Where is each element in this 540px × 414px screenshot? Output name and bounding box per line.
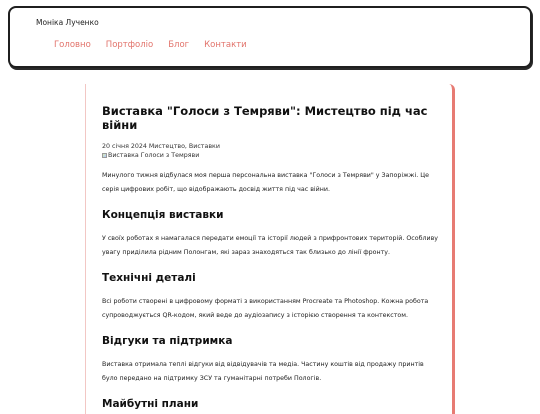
nav-link-blog[interactable]: Блог bbox=[168, 40, 190, 50]
broken-image-icon bbox=[102, 153, 107, 158]
section-title-concept: Концепція виставки bbox=[102, 209, 224, 221]
section-title-feedback: Відгуки та підтримка bbox=[102, 335, 233, 347]
article-meta: 20 січня 2024 Мистецтво, Виставки bbox=[102, 143, 220, 150]
section-text-feedback: Виставка отримала теплі відгуки від відвідувачів та медіа. Частину коштів від продажу принтів було передано на підтримку ЗСУ та гуманітарні потреби Пологів. bbox=[102, 361, 424, 382]
nav-link-portfolio[interactable]: Портфоліо bbox=[105, 40, 154, 50]
site-name[interactable]: Моніка Лученко bbox=[36, 18, 99, 27]
nav-link-home[interactable]: Головно bbox=[54, 40, 91, 50]
section-title-technical: Технічні деталі bbox=[102, 272, 196, 284]
section-text-technical: Всі роботи створені в цифровому форматі з використанням Procreate та Photoshop. Кожна робота супроводжується QR-кодом, який веде до аудіозапису з історією створення та контекстом. bbox=[102, 298, 429, 319]
nav-link-contacts[interactable]: Контакти bbox=[204, 40, 247, 50]
section-text-concept: У своїх роботах я намагалася передати емоції та історії людей з прифронтових територій. Особливу увагу приділила рідним Полонгам, які зараз знаходяться так близько до лінії фронту. bbox=[102, 235, 439, 256]
section-title-future: Майбутні плани bbox=[102, 398, 199, 410]
article-title: Виставка "Голоси з Темряви": Мистецтво під час війни bbox=[102, 104, 428, 132]
article-intro: Минулого тижня відбулася моя перша персональна виставка "Голоси з Темряви" у Запоріжжі. Це серія цифрових робіт, що відображають досвід життя під час війни. bbox=[102, 172, 429, 193]
main-nav bbox=[54, 40, 247, 50]
site-header bbox=[8, 6, 532, 68]
article-card bbox=[85, 84, 455, 414]
article-image bbox=[102, 152, 440, 159]
image-alt-text: Виставка Голоси з Темряви bbox=[108, 152, 200, 159]
